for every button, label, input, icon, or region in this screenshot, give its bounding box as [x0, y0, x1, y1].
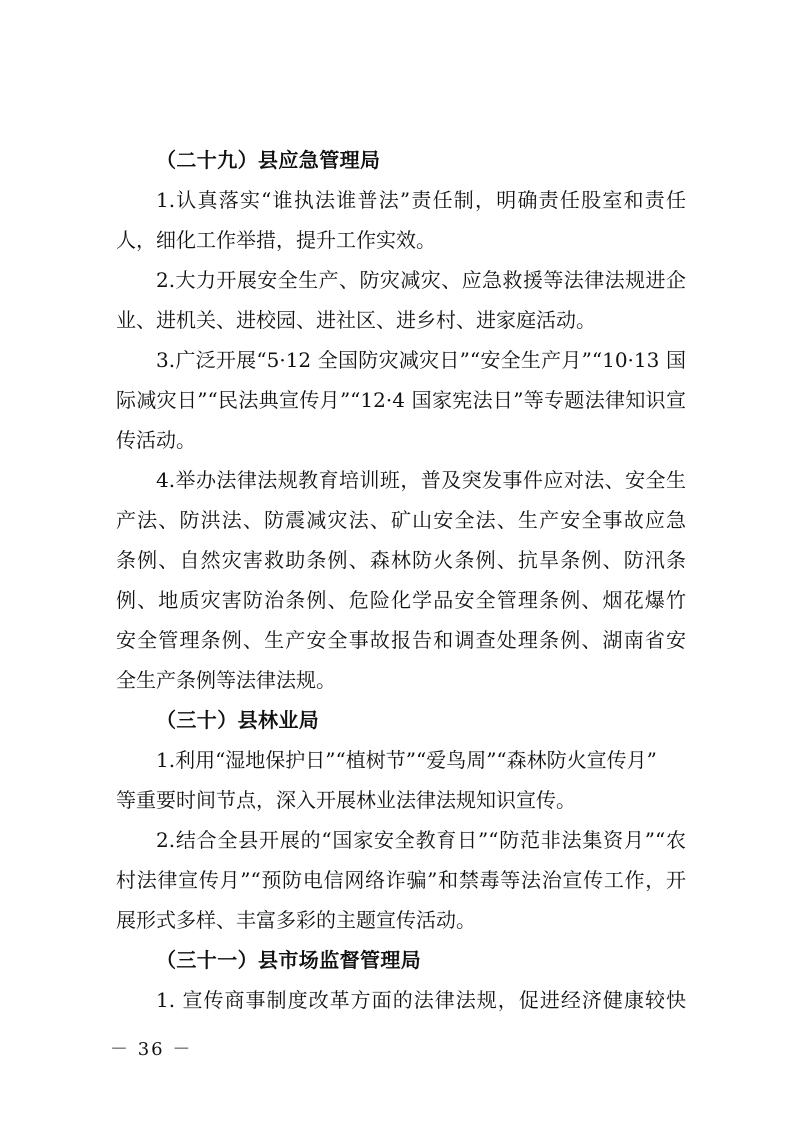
paragraph-line: 业、进机关、进校园、进社区、进乡村、进家庭活动。	[116, 308, 596, 332]
section-market-supervision	[116, 940, 686, 1020]
paragraph	[116, 820, 686, 940]
paragraph-line: 际减灾日”“民法典宣传月”“12·4 国家宪法日”等专题法律知识宣	[116, 388, 686, 412]
paragraph-line: 1.利用“湿地保护日”“植树节”“爱鸟周”“森林防火宣传月”	[156, 748, 657, 772]
section-emergency-management	[116, 140, 686, 700]
paragraph-line: 安全管理条例、生产安全事故报告和调查处理条例、湖南省安	[116, 628, 686, 652]
paragraph-line: 3.广泛开展“5·12 全国防灾减灾日”“安全生产月”“10·13 国	[156, 348, 686, 372]
paragraph	[116, 180, 686, 260]
section-heading: （三十一）县市场监督管理局	[156, 948, 422, 972]
paragraph-line: 展形式多样、丰富多彩的主题宣传活动。	[116, 908, 476, 932]
section-heading: （三十）县林业局	[156, 708, 320, 732]
paragraph-line: 村法律宣传月”“预防电信网络诈骗”和禁毒等法治宣传工作，开	[116, 868, 686, 892]
paragraph-line: 等重要时间节点，深入开展林业法律法规知识宣传。	[116, 788, 576, 812]
paragraph	[116, 740, 686, 820]
paragraph	[116, 260, 686, 340]
paragraph	[116, 980, 686, 1020]
document-body	[116, 140, 686, 1020]
paragraph-line: 1.认真落实“谁执法谁普法”责任制，明确责任股室和责任	[156, 188, 686, 212]
page-number: － 36 －	[110, 1039, 193, 1060]
paragraph-line: 2.大力开展安全生产、防灾减灾、应急救援等法律法规进企	[156, 268, 686, 292]
section-heading: （二十九）县应急管理局	[156, 148, 381, 172]
paragraph-line: 1. 宣传商事制度改革方面的法律法规，促进经济健康较快	[156, 988, 686, 1012]
paragraph-line: 全生产条例等法律法规。	[116, 668, 336, 692]
paragraph	[116, 340, 686, 460]
paragraph-line: 产法、防洪法、防震减灾法、矿山安全法、生产安全事故应急	[116, 508, 686, 532]
section-forestry-bureau	[116, 700, 686, 940]
paragraph-line: 2.结合全县开展的“国家安全教育日”“防范非法集资月”“农	[156, 828, 686, 852]
paragraph-line: 例、地质灾害防治条例、危险化学品安全管理条例、烟花爆竹	[116, 588, 686, 612]
paragraph	[116, 460, 686, 700]
paragraph-line: 传活动。	[116, 428, 196, 452]
paragraph-line: 人，细化工作举措，提升工作实效。	[116, 228, 436, 252]
paragraph-line: 4.举办法律法规教育培训班，普及突发事件应对法、安全生	[156, 468, 686, 492]
paragraph-line: 条例、自然灾害救助条例、森林防火条例、抗旱条例、防汛条	[116, 548, 686, 572]
